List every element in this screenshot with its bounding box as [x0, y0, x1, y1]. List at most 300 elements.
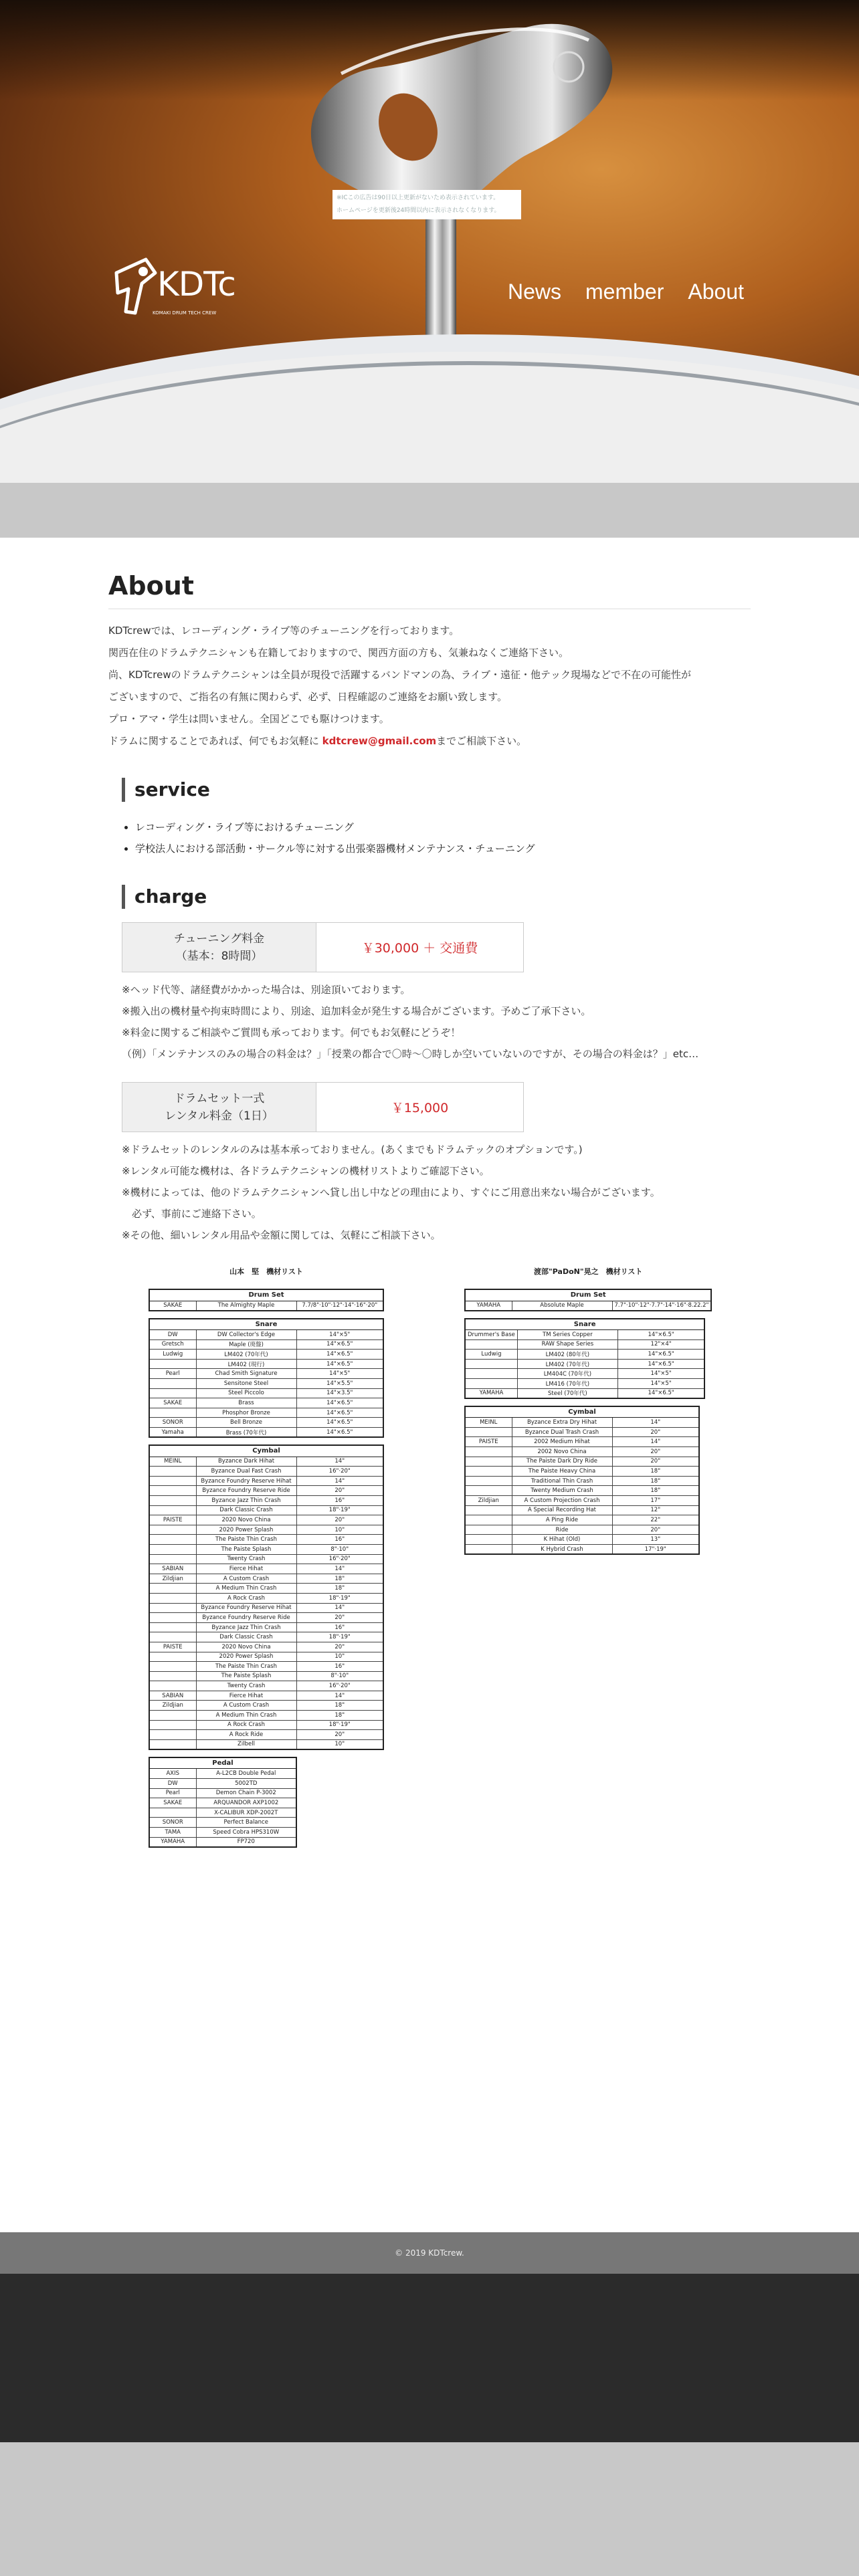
table-cell [465, 1427, 512, 1437]
table-cell: Bell Bronze [196, 1418, 296, 1428]
table-cell: DW [149, 1779, 196, 1789]
table-cell: Traditional Thin Crash [512, 1476, 612, 1486]
table-cell [465, 1447, 512, 1457]
snare-table [149, 1318, 384, 1438]
table-cell: 20" [296, 1486, 383, 1496]
table-row [149, 1622, 383, 1632]
rental-notes [122, 1139, 751, 1246]
note-line: ※料金に関するご相談やご質問も承っております。何でもお気軽にどうぞ！ [122, 1027, 461, 1039]
table-cell: 20" [296, 1730, 383, 1740]
table-cell: 14"×5" [617, 1369, 704, 1379]
table-row [465, 1535, 699, 1545]
note-line: ※レンタル可能な機材は、各ドラムテクニシャンの機材リストよりご確認下さい。 [122, 1165, 490, 1177]
table-cell [149, 1593, 196, 1603]
rental-price-value: ￥15,000 [316, 1083, 524, 1132]
table-row [149, 1457, 383, 1467]
table-cell: 16" [296, 1496, 383, 1506]
table-cell: 14"×6.5" [296, 1418, 383, 1428]
table-cell: Twenty Crash [196, 1554, 296, 1564]
table-cell: SONOR [149, 1418, 196, 1428]
note-line: ※その他、細いレンタル用品や金額に関しては、気軽にご相談下さい。 [122, 1229, 441, 1241]
table-cell [465, 1467, 512, 1477]
table-cell: RAW Shape Series [517, 1339, 617, 1350]
table-row [149, 1564, 383, 1574]
table-cell: YAMAHA [465, 1388, 517, 1398]
table-cell: 8"·10" [296, 1671, 383, 1681]
table-row [465, 1496, 699, 1506]
equipment-list-watanabe [464, 1266, 712, 1562]
table-row [465, 1379, 704, 1389]
table-cell: SAKAE [149, 1398, 196, 1408]
table-cell: 12" [612, 1505, 699, 1515]
note-line: 必ず、事前にご連絡下さい。 [122, 1208, 262, 1220]
ad-notice [332, 190, 521, 219]
table-cell: Drummer's Base [465, 1330, 517, 1340]
table-cell: A Custom Crash [196, 1701, 296, 1711]
table-cell: 16" [296, 1535, 383, 1545]
table-cell: SAKAE [149, 1798, 196, 1808]
table-row [149, 1593, 383, 1603]
table-row [149, 1428, 383, 1438]
table-cell [149, 1496, 196, 1506]
table-cell: Brass (70年代) [196, 1428, 296, 1438]
table-cell: 22" [612, 1515, 699, 1525]
price-label-line: チューニング料金 [173, 932, 265, 946]
table-cell: 14"×6.5" [617, 1388, 704, 1398]
table-row [149, 1652, 383, 1662]
table-cell: 18"·19" [296, 1505, 383, 1515]
tuning-price-table [122, 922, 524, 972]
table-cell: 16"·20" [296, 1681, 383, 1691]
table-cell: Twenty Medium Crash [512, 1486, 612, 1496]
table-cell: 7.7"·10"·12"·7.7"·14"·16"·8.22.2" [612, 1301, 711, 1311]
table-cell: 20" [612, 1427, 699, 1437]
table-cell: Yamaha [149, 1428, 196, 1438]
tuning-price-value: ￥30,000 ＋ 交通費 [316, 923, 524, 972]
table-cell: 10" [296, 1525, 383, 1535]
table-row [149, 1769, 296, 1779]
table-cell: Byzance Dark Hihat [196, 1457, 296, 1467]
table-row [149, 1613, 383, 1623]
table-row [149, 1632, 383, 1642]
table-row [149, 1398, 383, 1408]
table-cell: 18" [296, 1584, 383, 1594]
table-cell: SABIAN [149, 1691, 196, 1701]
table-cell [149, 1359, 196, 1369]
table-cell [465, 1486, 512, 1496]
table-cell: 20" [296, 1515, 383, 1525]
table-cell: LM404C (70年代) [517, 1369, 617, 1379]
table-cell: 2002 Medium Hihat [512, 1437, 612, 1447]
footer-dark-band [0, 2274, 859, 2442]
note-line: ※機材によっては、他のドラムテクニシャンへ貸し出し中などの理由により、すぐにご用意出来ない場合がございます。 [122, 1186, 660, 1198]
table-cell: 14"×6.5" [296, 1428, 383, 1438]
rental-price-label [122, 1083, 316, 1132]
table-cell: 14"×5" [296, 1369, 383, 1379]
table-row [149, 1691, 383, 1701]
service-item: • 学校法人における部活動・サークル等に対する出張楽器機材メンテナンス・チューニング [135, 838, 751, 859]
table-cell: K Hybrid Crash [512, 1544, 612, 1554]
table-cell: 2020 Novo China [196, 1515, 296, 1525]
page-title: About [108, 571, 751, 609]
table-cell: PAISTE [149, 1642, 196, 1652]
table-cell: Ludwig [465, 1350, 517, 1360]
contact-email-link[interactable]: kdtcrew@gmail.com [322, 735, 437, 747]
price-label-line: レンタル料金（1日） [165, 1109, 274, 1123]
table-row [149, 1730, 383, 1740]
table-row [149, 1525, 383, 1535]
tuning-price-label [122, 923, 316, 972]
table-cell: Gretsch [149, 1339, 196, 1350]
note-line: ※搬入出の機材量や拘束時間により、別途、追加料金が発生する場合がございます。予めご了承下さい。 [122, 1005, 591, 1017]
site-logo[interactable] [108, 253, 249, 326]
table-head: Cymbal [149, 1445, 383, 1457]
table-row [465, 1447, 699, 1457]
table-cell: 18" [612, 1476, 699, 1486]
table-cell: Maple (廃盤) [196, 1339, 296, 1350]
table-cell: Byzance Jazz Thin Crash [196, 1496, 296, 1506]
table-cell: ARQUANDOR AXP1002 [196, 1798, 296, 1808]
table-cell [465, 1544, 512, 1554]
table-row [149, 1388, 383, 1398]
ad-notice-line: ホームページを更新後24時間以内に表示されなくなります。 [337, 207, 500, 214]
price-label-line: （基本：8時間） [175, 949, 263, 963]
table-cell: Byzance Foundry Reserve Hihat [196, 1476, 296, 1486]
table-cell: TAMA [149, 1828, 196, 1838]
intro-line: 尚、KDTcrewのドラムテクニシャンは全員が現役で活躍するバンドマンの為、ライブ・遠征・他テック現場などで不在の可能性が [108, 669, 692, 681]
table-row [465, 1486, 699, 1496]
table-row [149, 1467, 383, 1477]
table-cell: 5002TD [196, 1779, 296, 1789]
table-row [149, 1515, 383, 1525]
drumset-table [149, 1289, 384, 1311]
table-cell: Pearl [149, 1369, 196, 1379]
table-row [149, 1330, 383, 1340]
table-cell: 18" [296, 1711, 383, 1721]
table-cell: Zildjian [149, 1701, 196, 1711]
table-cell [465, 1535, 512, 1545]
table-row [465, 1369, 704, 1379]
footer-copyright: © 2019 KDTcrew. [0, 2232, 859, 2274]
service-heading: service [122, 778, 751, 802]
table-cell: 18" [612, 1467, 699, 1477]
table-row [465, 1525, 699, 1535]
table-cell: AXIS [149, 1769, 196, 1779]
table-cell: 18" [296, 1701, 383, 1711]
table-row [149, 1496, 383, 1506]
table-cell: 14"×5.5" [296, 1379, 383, 1389]
table-cell: Chad Smith Signature [196, 1369, 296, 1379]
charge-heading: charge [122, 885, 751, 909]
table-cell: DW [149, 1330, 196, 1340]
service-list [135, 817, 751, 859]
table-cell [149, 1505, 196, 1515]
snare-table [464, 1318, 705, 1399]
table-row [149, 1554, 383, 1564]
table-cell: The Paiste Dark Dry Ride [512, 1457, 612, 1467]
table-row [149, 1828, 296, 1838]
contact-line [108, 730, 751, 752]
table-cell: LM402 (現行) [196, 1359, 296, 1369]
table-row [149, 1544, 383, 1554]
table-cell: 17" [612, 1496, 699, 1506]
table-cell: 14"×6.5" [296, 1408, 383, 1418]
table-cell: 14"×6.5" [617, 1330, 704, 1340]
table-cell [149, 1681, 196, 1691]
table-cell: The Paiste Thin Crash [196, 1662, 296, 1672]
table-row [149, 1837, 296, 1847]
table-cell [149, 1525, 196, 1535]
table-row [465, 1437, 699, 1447]
table-cell [149, 1544, 196, 1554]
contact-prefix: ドラムに関することであれば、何でもお気軽に [108, 735, 319, 747]
table-cell [465, 1525, 512, 1535]
table-cell: Dark Classic Crash [196, 1632, 296, 1642]
equipment-list-title: 山本 堅 機材リスト [229, 1267, 303, 1276]
table-cell: 14"×5" [296, 1330, 383, 1340]
table-cell: 20" [612, 1457, 699, 1467]
table-row [149, 1505, 383, 1515]
table-cell: Byzance Dual Fast Crash [196, 1467, 296, 1477]
pedal-table [149, 1757, 297, 1848]
table-cell [465, 1505, 512, 1515]
table-cell: 8"·10" [296, 1544, 383, 1554]
table-cell: 10" [296, 1652, 383, 1662]
table-cell: 2020 Novo China [196, 1642, 296, 1652]
table-cell: A Rock Crash [196, 1593, 296, 1603]
table-cell: 14"×5" [617, 1379, 704, 1389]
table-row [465, 1418, 699, 1428]
table-cell: 14" [296, 1691, 383, 1701]
table-cell: 18" [612, 1486, 699, 1496]
table-cell: A Custom Projection Crash [512, 1496, 612, 1506]
table-cell: 16"·20" [296, 1554, 383, 1564]
table-cell [149, 1408, 196, 1418]
table-cell: A Rock Crash [196, 1720, 296, 1730]
table-cell: 7.7/8"·10"·12"·14"·16"·20" [296, 1301, 383, 1311]
table-row [149, 1476, 383, 1486]
rental-price-table [122, 1082, 524, 1132]
table-row [149, 1339, 383, 1350]
table-cell: Byzance Dual Trash Crash [512, 1427, 612, 1437]
table-cell: 14"×6.5" [296, 1398, 383, 1408]
table-cell: Steel Piccolo [196, 1388, 296, 1398]
nav-member[interactable]: member [585, 280, 664, 304]
table-row [149, 1350, 383, 1360]
table-cell: Byzance Extra Dry Hihat [512, 1418, 612, 1428]
table-cell: A-L2CB Double Pedal [196, 1769, 296, 1779]
price-label-line: ドラムセット一式 [173, 1091, 265, 1105]
intro-line: プロ・アマ・学生は問いません。全国どこでも駆けつけます。 [108, 713, 389, 725]
note-line: （例）「メンテナンスのみの場合の料金は？」「授業の都合で〇時～〇時しか空いていないのですが、その場合の料金は？」etc… [122, 1048, 699, 1060]
table-row [149, 1681, 383, 1691]
table-cell: 14"×6.5" [296, 1339, 383, 1350]
service-item: • レコーディング・ライブ等におけるチューニング [135, 817, 751, 838]
table-row [465, 1544, 699, 1554]
cymbal-table [149, 1444, 384, 1750]
table-row [149, 1808, 296, 1818]
table-cell: 14" [612, 1418, 699, 1428]
table-row [465, 1301, 711, 1311]
table-cell: YAMAHA [149, 1837, 196, 1847]
table-cell: 16" [296, 1662, 383, 1672]
table-head: Snare [465, 1319, 704, 1330]
table-cell: Demon Chain P-3002 [196, 1788, 296, 1798]
table-cell: K Hihat (Old) [512, 1535, 612, 1545]
table-head: Snare [149, 1319, 383, 1330]
table-cell: X-CALIBUR XDP-2002T [196, 1808, 296, 1818]
table-row [149, 1701, 383, 1711]
service-section [122, 778, 751, 859]
table-row [149, 1408, 383, 1418]
table-row [149, 1486, 383, 1496]
table-cell [149, 1476, 196, 1486]
table-cell: The Paiste Splash [196, 1544, 296, 1554]
table-row [465, 1505, 699, 1515]
charge-section [122, 885, 751, 1935]
table-cell: PAISTE [149, 1515, 196, 1525]
table-cell: Zilbell [196, 1739, 296, 1749]
table-cell [149, 1739, 196, 1749]
hair-dryer-icon [108, 253, 162, 317]
table-cell: Perfect Balance [196, 1818, 296, 1828]
table-cell: LM416 (70年代) [517, 1379, 617, 1389]
table-row [149, 1798, 296, 1808]
table-cell: A Ping Ride [512, 1515, 612, 1525]
about-intro [108, 620, 751, 752]
table-cell [149, 1622, 196, 1632]
table-cell: Sensitone Steel [196, 1379, 296, 1389]
table-cell: Byzance Foundry Reserve Hihat [196, 1603, 296, 1613]
table-cell: Steel (70年代) [517, 1388, 617, 1398]
table-cell: FP720 [196, 1837, 296, 1847]
table-cell: A Special Recording Hat [512, 1505, 612, 1515]
table-cell: Zildjian [465, 1496, 512, 1506]
table-cell [465, 1369, 517, 1379]
nav-about[interactable]: About [688, 280, 744, 304]
note-line: ※ヘッド代等、諸経費がかかった場合は、別途頂いております。 [122, 984, 411, 996]
table-cell: SONOR [149, 1818, 196, 1828]
table-row [149, 1369, 383, 1379]
table-cell: The Paiste Thin Crash [196, 1535, 296, 1545]
table-row [465, 1339, 704, 1350]
table-row [149, 1574, 383, 1584]
table-cell [149, 1808, 196, 1818]
drumset-table [464, 1289, 712, 1311]
table-cell [149, 1671, 196, 1681]
table-cell: Fierce Hihat [196, 1691, 296, 1701]
table-row [149, 1711, 383, 1721]
table-cell: Byzance Jazz Thin Crash [196, 1622, 296, 1632]
table-cell [465, 1359, 517, 1369]
equipment-list-title: 渡部"PaDoN"晃之 機材リスト [534, 1267, 643, 1276]
table-cell [149, 1730, 196, 1740]
table-cell: Byzance Foundry Reserve Ride [196, 1613, 296, 1623]
ad-notice-line: ※ICこの広告は90日以上更新がないため表示されています。 [337, 195, 500, 201]
table-row [465, 1388, 704, 1398]
table-cell: The Paiste Splash [196, 1671, 296, 1681]
table-cell [149, 1467, 196, 1477]
table-cell: 18" [296, 1574, 383, 1584]
table-cell: 2020 Power Splash [196, 1652, 296, 1662]
table-cell [149, 1711, 196, 1721]
table-row [465, 1350, 704, 1360]
table-row [465, 1457, 699, 1467]
table-head: Drum Set [465, 1289, 711, 1301]
table-cell: Byzance Foundry Reserve Ride [196, 1486, 296, 1496]
contact-suffix: までご相談下さい。 [436, 735, 527, 747]
table-cell: Absolute Maple [512, 1301, 612, 1311]
main-content [0, 538, 859, 2232]
table-head: Cymbal [465, 1406, 699, 1418]
table-cell: LM402 (70年代) [196, 1350, 296, 1360]
table-cell [465, 1379, 517, 1389]
table-cell: 20" [296, 1642, 383, 1652]
table-cell: 18"·19" [296, 1632, 383, 1642]
table-row [465, 1476, 699, 1486]
table-row [149, 1359, 383, 1369]
intro-line: ございますので、ご指名の有無に関わらず、必ず、日程確認のご連絡をお願い致します。 [108, 691, 508, 703]
table-cell: 16" [296, 1622, 383, 1632]
table-cell: DW Collector's Edge [196, 1330, 296, 1340]
table-cell: MEINL [149, 1457, 196, 1467]
table-cell [465, 1457, 512, 1467]
table-cell [149, 1662, 196, 1672]
table-cell: 16"·20" [296, 1467, 383, 1477]
table-cell [149, 1632, 196, 1642]
table-cell [149, 1652, 196, 1662]
table-cell: 14" [296, 1476, 383, 1486]
table-cell: The Almighty Maple [196, 1301, 296, 1311]
table-cell: 14" [612, 1437, 699, 1447]
table-cell: SABIAN [149, 1564, 196, 1574]
table-row [149, 1779, 296, 1789]
table-cell: YAMAHA [465, 1301, 512, 1311]
table-row [149, 1662, 383, 1672]
table-cell: Fierce Hihat [196, 1564, 296, 1574]
table-cell [149, 1720, 196, 1730]
header-spacer [0, 483, 859, 538]
table-cell: 20" [612, 1525, 699, 1535]
table-row [149, 1739, 383, 1749]
table-cell: 14" [296, 1564, 383, 1574]
table-cell: 14"×3.5" [296, 1388, 383, 1398]
tuning-notes [122, 979, 751, 1065]
table-cell [465, 1339, 517, 1350]
table-cell [149, 1584, 196, 1594]
table-cell: Ludwig [149, 1350, 196, 1360]
table-cell: 14"×6.5" [617, 1359, 704, 1369]
table-cell [149, 1388, 196, 1398]
table-cell: SAKAE [149, 1301, 196, 1311]
nav-news[interactable]: News [508, 280, 562, 304]
table-row [149, 1603, 383, 1613]
cymbal-table [464, 1406, 700, 1555]
table-cell [465, 1515, 512, 1525]
table-cell: 17"·19" [612, 1544, 699, 1554]
table-cell [149, 1486, 196, 1496]
page-bottom [0, 2442, 859, 2576]
table-cell: Pearl [149, 1788, 196, 1798]
table-cell: 2002 Novo China [512, 1447, 612, 1457]
table-row [149, 1584, 383, 1594]
table-cell: 18"·19" [296, 1720, 383, 1730]
equipment-list-yamamoto [149, 1266, 384, 1854]
table-cell: Zildjian [149, 1574, 196, 1584]
table-cell: PAISTE [465, 1437, 512, 1447]
table-cell: Brass [196, 1398, 296, 1408]
table-cell: 2020 Power Splash [196, 1525, 296, 1535]
